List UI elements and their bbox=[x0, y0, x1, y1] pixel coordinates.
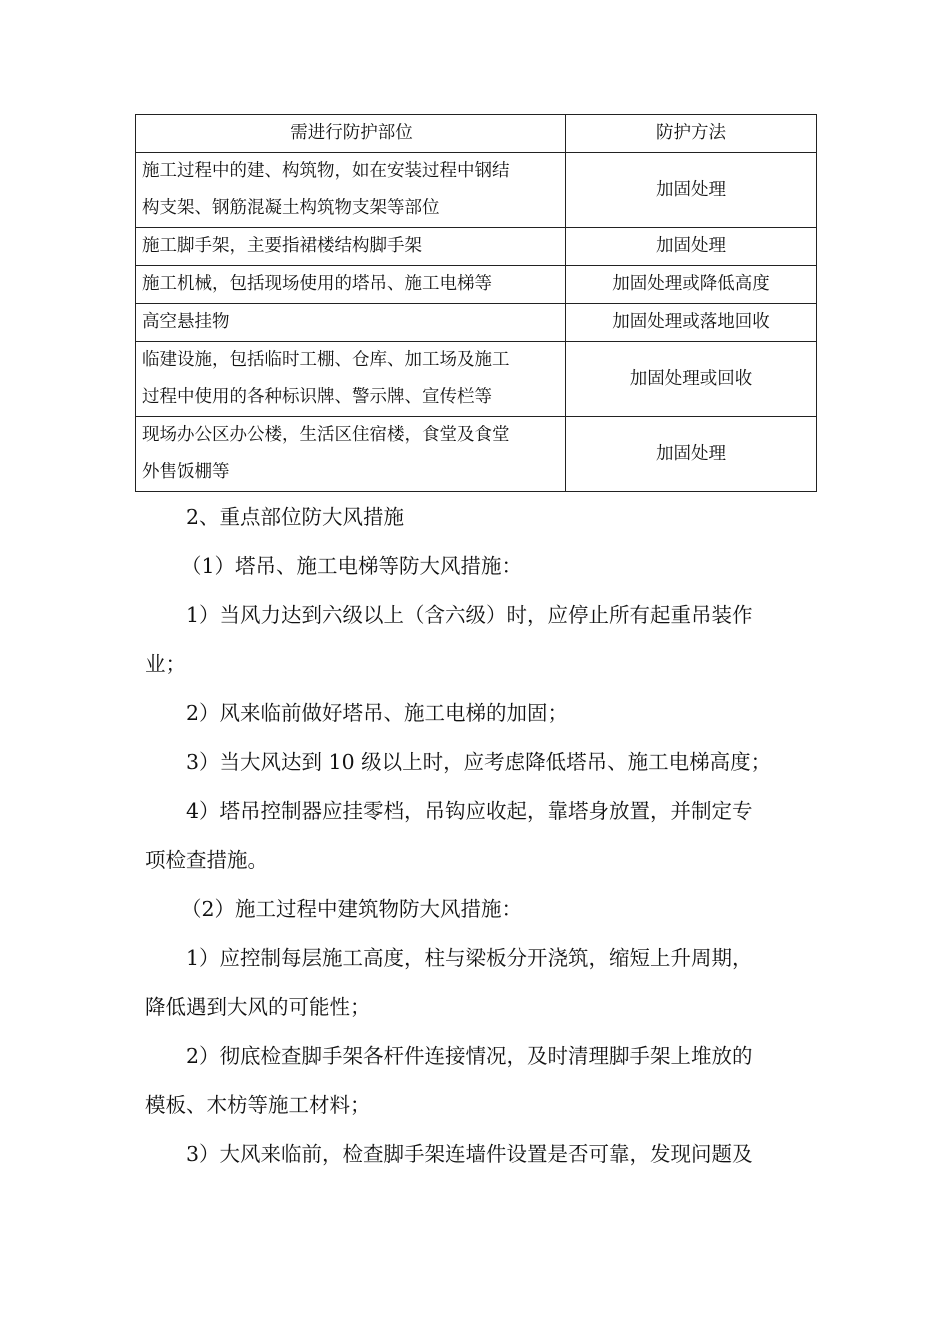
row-part bbox=[136, 417, 566, 492]
paragraph: 项检查措施。 bbox=[145, 848, 268, 872]
table-header-row bbox=[136, 115, 817, 153]
subsection-title: （2）施工过程中建筑物防大风措施： bbox=[181, 897, 523, 921]
table-row bbox=[136, 304, 817, 342]
section-title: 2、重点部位防大风措施 bbox=[186, 505, 405, 529]
row-method: 加固处理或落地回收 bbox=[565, 304, 816, 342]
paragraph: 1）应控制每层施工高度，柱与梁板分开浇筑，缩短上升周期， bbox=[186, 946, 753, 970]
table-row bbox=[136, 417, 817, 492]
paragraph: 1）当风力达到六级以上（含六级）时，应停止所有起重吊装作 bbox=[186, 603, 753, 627]
paragraph: 4）塔吊控制器应挂零档，吊钩应收起，靠塔身放置，并制定专 bbox=[186, 799, 753, 823]
row-method: 加固处理 bbox=[565, 153, 816, 228]
paragraph: 2）彻底检查脚手架各杆件连接情况，及时清理脚手架上堆放的 bbox=[186, 1044, 753, 1068]
row-part bbox=[136, 228, 566, 266]
protection-table bbox=[135, 114, 817, 492]
table-row bbox=[136, 228, 817, 266]
row-part-line: 外售饭棚等 bbox=[142, 462, 230, 482]
subsection-title: （1）塔吊、施工电梯等防大风措施： bbox=[181, 554, 523, 578]
row-part-line: 过程中使用的各种标识牌、警示牌、宣传栏等 bbox=[142, 387, 492, 407]
table-row bbox=[136, 153, 817, 228]
row-part-line: 临建设施，包括临时工棚、仓库、加工场及施工 bbox=[142, 350, 510, 370]
row-part-line: 施工脚手架，主要指裙楼结构脚手架 bbox=[142, 236, 422, 256]
table-row bbox=[136, 342, 817, 417]
header-protection-method: 防护方法 bbox=[565, 115, 816, 153]
row-part-line: 高空悬挂物 bbox=[142, 312, 230, 332]
paragraph: 业； bbox=[145, 652, 186, 676]
header-protection-part: 需进行防护部位 bbox=[136, 115, 566, 153]
row-part-line: 施工过程中的建、构筑物，如在安装过程中钢结 bbox=[142, 161, 510, 181]
row-method: 加固处理 bbox=[565, 417, 816, 492]
row-part bbox=[136, 266, 566, 304]
row-part-line: 施工机械，包括现场使用的塔吊、施工电梯等 bbox=[142, 274, 492, 294]
row-method: 加固处理或回收 bbox=[565, 342, 816, 417]
row-part bbox=[136, 153, 566, 228]
row-part-line: 构支架、钢筋混凝土构筑物支架等部位 bbox=[142, 198, 440, 218]
paragraph: 2）风来临前做好塔吊、施工电梯的加固； bbox=[186, 701, 569, 725]
row-method: 加固处理 bbox=[565, 228, 816, 266]
row-part bbox=[136, 304, 566, 342]
row-part bbox=[136, 342, 566, 417]
row-part-line: 现场办公区办公楼，生活区住宿楼，食堂及食堂 bbox=[142, 425, 510, 445]
paragraph: 模板、木枋等施工材料； bbox=[145, 1093, 371, 1117]
paragraph: 3）大风来临前，检查脚手架连墙件设置是否可靠，发现问题及 bbox=[186, 1142, 753, 1166]
paragraph: 3）当大风达到 10 级以上时，应考虑降低塔吊、施工电梯高度； bbox=[186, 750, 772, 774]
paragraph: 降低遇到大风的可能性； bbox=[145, 995, 371, 1019]
table-row bbox=[136, 266, 817, 304]
row-method: 加固处理或降低高度 bbox=[565, 266, 816, 304]
